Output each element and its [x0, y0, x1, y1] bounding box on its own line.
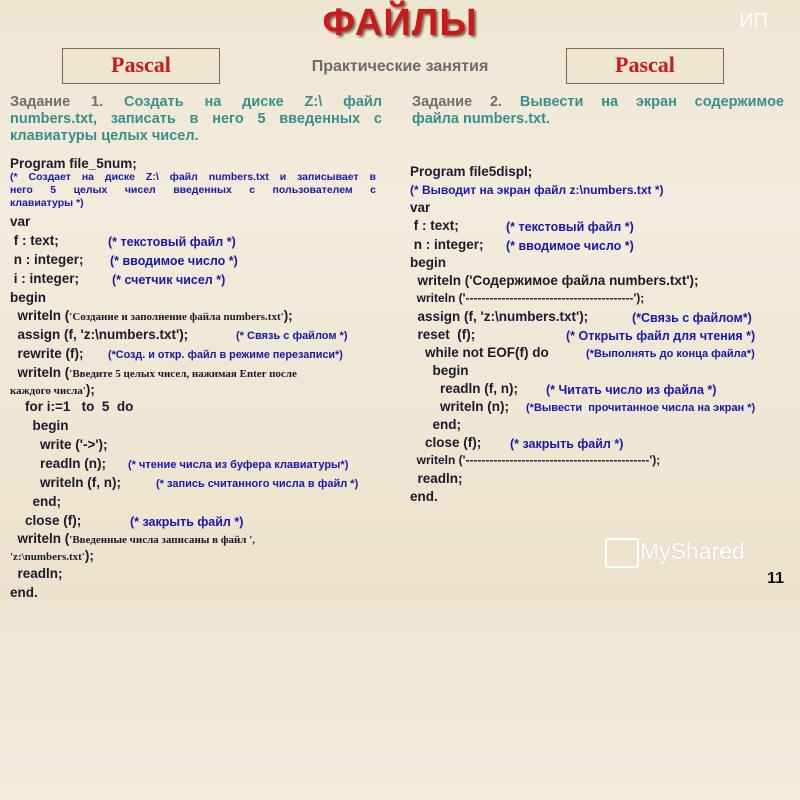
code1-writeln3-a: writeln ( — [10, 531, 70, 546]
code1-readln: readln (n); — [10, 456, 107, 471]
code1-comment-c: клавиатуры *) — [10, 197, 84, 209]
code2-var: var — [410, 200, 431, 215]
code2-writeln1: writeln ('Содержимое файла numbers.txt'); — [410, 273, 699, 288]
code1-writeln3-b: 'Введенные числа записаны в файл ', — [69, 534, 256, 546]
code2-while: while not EOF(f) do — [410, 345, 549, 360]
code1-writelnf: writeln (f, n); — [10, 475, 121, 490]
code2-readln2: readln; — [410, 471, 463, 486]
code1-assign: assign (f, 'z:\numbers.txt'); — [10, 327, 189, 342]
code1-rewrite-comment: (*Созд. и откр. файл в режиме перезаписи*) — [108, 349, 343, 361]
code1-comment-b: него 5 целых чисел введенных с пользователем с — [10, 184, 376, 196]
code2-f-comment: (* текстовый файл *) — [506, 220, 634, 234]
code1-end2: end. — [10, 585, 38, 600]
code1-i: i : integer; — [10, 271, 80, 286]
code2-close: close (f); — [410, 435, 482, 450]
code2-end2: end. — [410, 489, 438, 504]
code2-end1: end; — [410, 417, 462, 432]
code2-reset-comment: (* Открыть файл для чтения *) — [566, 329, 756, 343]
task1-label: Задание 1. — [10, 94, 104, 110]
slide-title: ФАЙЛЫ — [322, 2, 478, 44]
code1-begin2: begin — [10, 418, 69, 433]
code1-writelnf-comment: (* запись считанного числа в файл *) — [156, 478, 359, 490]
code1-comment-a: (* Создает на диске Z:\ файл numbers.txt и записывает в — [10, 171, 376, 183]
code1-writeln2-c: каждого числа' — [10, 385, 86, 397]
task1-text-l1: Создать на диске Z:\ файл — [124, 94, 383, 110]
code1-close: close (f); — [10, 513, 82, 528]
pascal-box-left: Pascal — [62, 48, 220, 84]
code2-comment: (* Выводит на экран файл z:\numbers.txt *) — [410, 183, 664, 197]
code1-begin: begin — [10, 290, 46, 305]
page-number: 11 — [767, 570, 784, 587]
code1-writeln2-d: ); — [85, 382, 95, 397]
code2-reset: reset (f); — [410, 327, 476, 342]
code1-rewrite: rewrite (f); — [10, 346, 84, 361]
code1-n-comment: (* вводимое число *) — [110, 254, 238, 268]
code2-writeln2: writeln ('------------------------------------------'); — [410, 291, 645, 305]
code1-close-comment: (* закрыть файл *) — [130, 515, 244, 529]
task2-text-l2: файла numbers.txt. — [412, 111, 550, 127]
code2-begin: begin — [410, 255, 446, 270]
code1-f: f : text; — [10, 233, 59, 248]
code2-n-comment: (* вводимое число *) — [506, 239, 634, 253]
task2 — [412, 94, 784, 128]
code2-program: Program file5displ; — [410, 164, 533, 179]
code1-write: write ('->'); — [10, 437, 108, 452]
code-block-1 — [10, 154, 382, 800]
code-block-2 — [410, 162, 788, 694]
code1-writeln1-a: writeln ( — [10, 308, 70, 323]
code1-readln-comment: (* чтение числа из буфера клавиатуры*) — [128, 459, 349, 471]
code1-writeln2-b: 'Введите 5 целых чисел, нажимая Enter после — [69, 368, 297, 380]
code1-end1: end; — [10, 494, 62, 509]
code2-n: n : integer; — [410, 237, 484, 252]
code2-assign: assign (f, 'z:\numbers.txt'); — [410, 309, 589, 324]
code1-writeln3-d: ); — [84, 548, 94, 563]
task1-text-l2: numbers.txt, записать в него 5 введенных с — [10, 111, 382, 127]
task2-label: Задание 2. — [412, 94, 503, 110]
code1-for: for i:=1 to 5 do — [10, 399, 134, 414]
code2-readln-comment: (* Читать число из файла *) — [546, 383, 717, 397]
code2-begin2: begin — [410, 363, 469, 378]
code1-program: Program file_5num; — [10, 156, 137, 171]
code1-f-comment: (* текстовый файл *) — [108, 235, 236, 249]
code2-writeln3: writeln ('----------------------------------------------'); — [410, 453, 661, 467]
code1-assign-comment: (* Связь с файлом *) — [236, 330, 348, 342]
code2-close-comment: (* закрыть файл *) — [510, 437, 624, 451]
subtitle: Практические занятия — [311, 58, 489, 75]
task1 — [10, 94, 382, 145]
code2-readln: readln (f, n); — [410, 381, 518, 396]
code2-f: f : text; — [410, 218, 459, 233]
code1-var: var — [10, 214, 31, 229]
code1-i-comment: (* счетчик чисел *) — [112, 273, 226, 287]
corner-label: ИП — [739, 10, 768, 32]
code1-writeln3-c: 'z:\numbers.txt' — [10, 551, 85, 563]
code2-writeln-comment: (*Вывести прочитанное числа на экран *) — [526, 402, 756, 414]
task1-text-l3: клавиатуры целых чисел. — [10, 128, 199, 144]
code2-assign-comment: (*Связь с файлом*) — [632, 311, 752, 325]
code2-while-comment: (*Выполнять до конца файла*) — [586, 348, 755, 360]
myshared-logo-icon — [605, 538, 639, 568]
code1-writeln1-c: ); — [283, 308, 293, 323]
code2-writeln: writeln (n); — [410, 399, 509, 414]
code1-n: n : integer; — [10, 252, 84, 267]
myshared-logo: MyShared — [640, 538, 745, 564]
code1-writeln2-a: writeln ( — [10, 365, 70, 380]
pascal-box-right: Pascal — [566, 48, 724, 84]
task2-text-l1: Вывести на экран содержимое — [519, 94, 784, 110]
code1-writeln1-b: 'Создание и заполнение файла numbers.txt' — [69, 311, 284, 323]
code1-readln2: readln; — [10, 566, 63, 581]
